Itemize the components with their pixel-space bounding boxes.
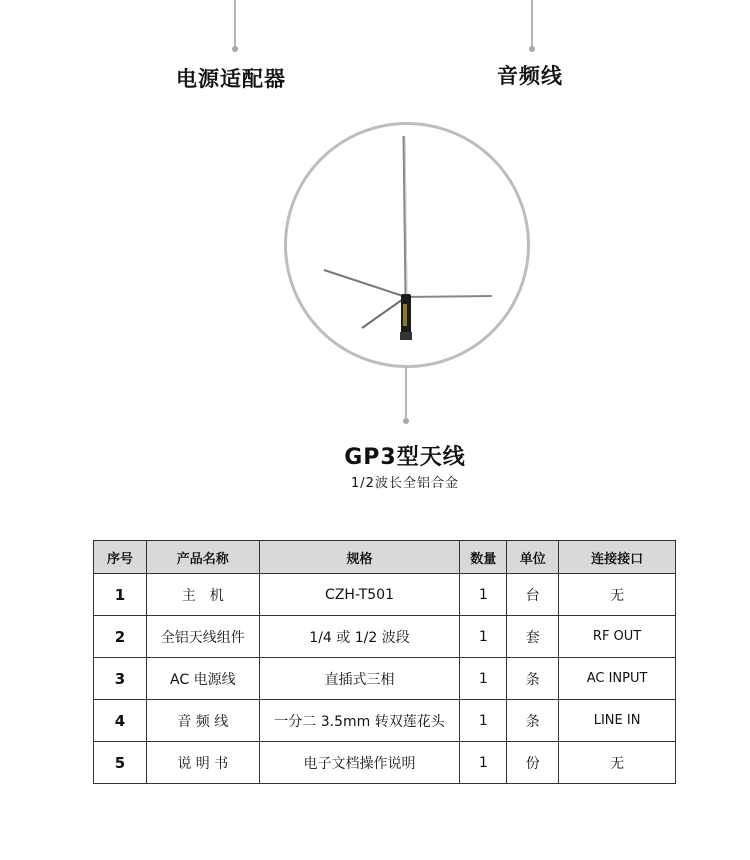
- antenna-title: GP3型天线: [344, 445, 466, 470]
- row-spec: 1/4 或 1/2 波段: [259, 616, 460, 658]
- row-unit: 条: [507, 658, 559, 700]
- table-row: [94, 658, 676, 700]
- audio-cable-label: 音频线: [497, 64, 563, 88]
- row-product-name: 主 机: [146, 574, 259, 616]
- row-interface: LINE IN: [559, 700, 676, 742]
- row-quantity: 1: [460, 616, 507, 658]
- row-unit: 条: [507, 700, 559, 742]
- row-spec: 一分二 3.5mm 转双莲花头: [259, 700, 460, 742]
- header-interface: 连接接口: [559, 541, 676, 574]
- row-interface: RF OUT: [559, 616, 676, 658]
- row-quantity: 1: [460, 742, 507, 784]
- row-index: 1: [94, 574, 147, 616]
- row-index: 3: [94, 658, 147, 700]
- connector-dot-right: [529, 46, 535, 52]
- table-row: [94, 616, 676, 658]
- row-quantity: 1: [460, 574, 507, 616]
- header-product-name: 产品名称: [146, 541, 259, 574]
- row-interface: 无: [559, 574, 676, 616]
- header-unit: 单位: [507, 541, 559, 574]
- antenna-connector-dot: [403, 418, 409, 424]
- row-spec: 电子文档操作说明: [259, 742, 460, 784]
- header-quantity: 数量: [460, 541, 507, 574]
- row-unit: 套: [507, 616, 559, 658]
- row-product-name: AC 电源线: [146, 658, 259, 700]
- row-unit: 份: [507, 742, 559, 784]
- antenna-image: [284, 122, 530, 368]
- row-index: 5: [94, 742, 147, 784]
- row-product-name: 说 明 书: [146, 742, 259, 784]
- row-spec: CZH-T501: [259, 574, 460, 616]
- connector-line-right: [531, 0, 533, 48]
- antenna-subtitle: 1/2波长全铝合金: [351, 476, 459, 491]
- packing-list-table: [93, 540, 676, 784]
- row-quantity: 1: [460, 658, 507, 700]
- row-interface: 无: [559, 742, 676, 784]
- row-quantity: 1: [460, 700, 507, 742]
- row-unit: 台: [507, 574, 559, 616]
- header-spec: 规格: [259, 541, 460, 574]
- table-row: [94, 700, 676, 742]
- antenna-connector-line: [405, 366, 407, 420]
- row-product-name: 全铝天线组件: [146, 616, 259, 658]
- row-spec: 直插式三相: [259, 658, 460, 700]
- row-index: 4: [94, 700, 147, 742]
- connector-line-left: [234, 0, 236, 48]
- table-row: [94, 574, 676, 616]
- row-index: 2: [94, 616, 147, 658]
- table-row: [94, 742, 676, 784]
- row-interface: AC INPUT: [559, 658, 676, 700]
- header-index: 序号: [94, 541, 147, 574]
- table-header-row: [94, 541, 676, 574]
- row-product-name: 音 频 线: [146, 700, 259, 742]
- connector-dot-left: [232, 46, 238, 52]
- power-adapter-label: 电源适配器: [176, 67, 286, 91]
